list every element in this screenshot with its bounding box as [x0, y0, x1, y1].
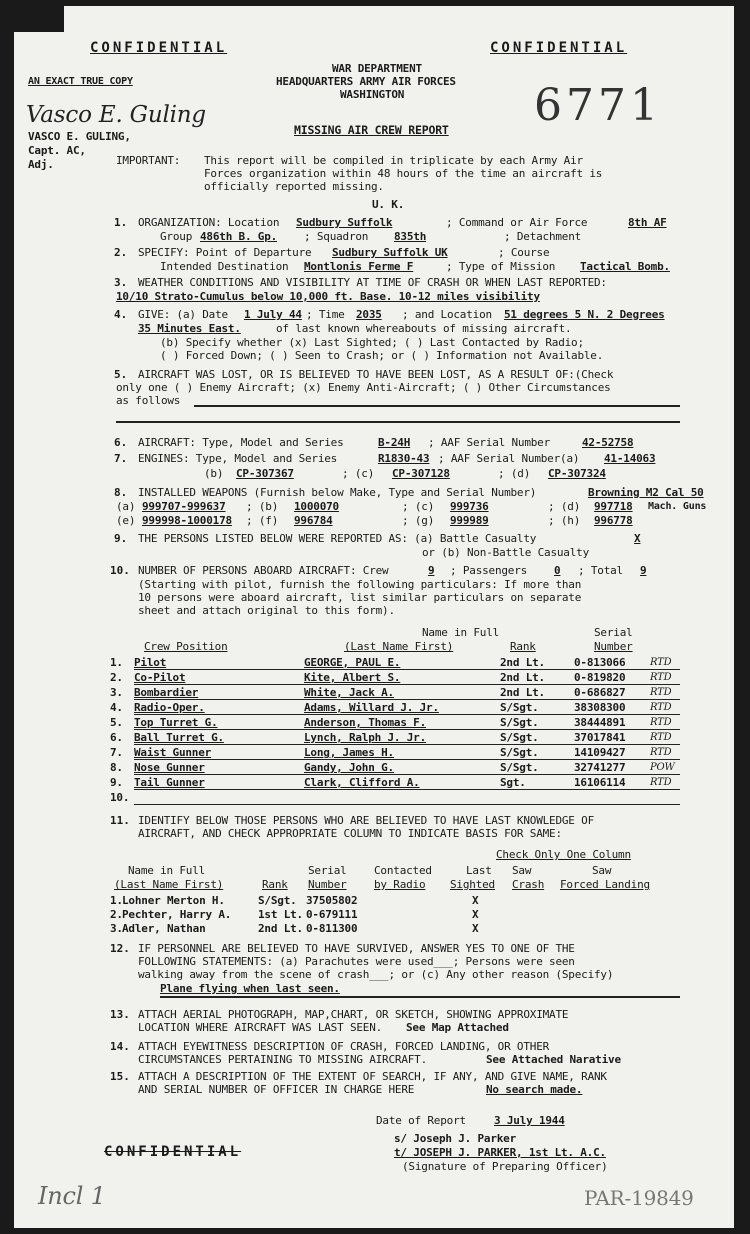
signer-name: VASCO E. GULING,	[28, 130, 131, 143]
engines-serial-label: ; AAF Serial Number(a)	[438, 452, 580, 465]
circumstances-rule	[194, 405, 680, 407]
persons-line-2: (Starting with pilot, furnish the following particulars: If more than	[138, 578, 582, 591]
course-label: ; Course	[498, 246, 550, 259]
weapon-c-label: ; (c)	[402, 500, 435, 513]
weapon-serial-e: 999998-1000178	[142, 514, 232, 527]
weapon-serial-a: 999707-999637	[142, 500, 226, 513]
weapon-serial-g: 999989	[450, 514, 489, 527]
weapon-h-label: ; (h)	[548, 514, 581, 527]
crew-name: White, Jack A.	[304, 686, 394, 699]
item-15-number: 15.	[110, 1070, 130, 1083]
command-value: 8th AF	[628, 216, 667, 229]
crew-header-position: Crew Position	[144, 640, 228, 653]
item-8-number: 8.	[114, 486, 128, 499]
crew-row-rule	[134, 669, 680, 670]
mission-value: Tactical Bomb.	[580, 260, 670, 273]
crew-status-note: RTD	[650, 777, 672, 788]
crew-serial: 0-686827	[574, 686, 626, 699]
lk-header-lastfirst: (Last Name First)	[114, 878, 224, 891]
weapon-b-label: ; (b)	[246, 500, 279, 513]
location-label: ; and Location	[402, 308, 492, 321]
crew-serial: 14109427	[574, 746, 626, 759]
par-number: PAR-19849	[584, 1186, 694, 1210]
lk-header-contacted: Contacted	[374, 864, 432, 877]
crew-position: Pilot	[134, 656, 167, 669]
passengers-label: ; Passengers	[450, 564, 528, 577]
lk-serial: 37505802	[306, 894, 358, 907]
aircraft-label: AIRCRAFT: Type, Model and Series	[138, 436, 344, 449]
engine-serial-c: CP-307128	[392, 467, 450, 480]
departure-value: Sudbury Suffolk UK	[332, 246, 448, 259]
battle-casualty-mark: X	[634, 532, 641, 545]
classification-left: CONFIDENTIAL	[90, 40, 228, 56]
lk-header-last: Last	[466, 864, 492, 877]
incl-note: Incl 1	[38, 1182, 106, 1210]
lk-header-number: Number	[308, 878, 347, 891]
crew-position: Radio-Oper.	[134, 701, 205, 714]
exact-copy-stamp: AN EXACT TRUE COPY	[28, 76, 133, 87]
survived-rule	[160, 996, 680, 998]
crew-rank: 2nd Lt.	[500, 671, 545, 684]
crew-status-note: RTD	[650, 732, 672, 743]
crew-position: Tail Gunner	[134, 776, 205, 789]
survived-line-3: walking away from the scene of crash___; or (c) Any other reason (Specify)	[138, 968, 614, 981]
eyewitness-value: See Attached Narative	[486, 1053, 621, 1066]
search-line-1: ATTACH A DESCRIPTION OF THE EXTENT OF SEARCH, IF ANY, AND GIVE NAME, RANK	[138, 1070, 607, 1083]
crew-row-rule	[134, 759, 680, 760]
photo-line-1: ATTACH AERIAL PHOTOGRAPH, MAP,CHART, OR SKETCH, SHOWING APPROXIMATE	[138, 1008, 569, 1021]
lost-cause-line-1: AIRCRAFT WAS LOST, OR IS BELIEVED TO HAVE BEEN LOST, AS A RESULT OF:(Check	[138, 368, 614, 381]
item-13-number: 13.	[110, 1008, 130, 1021]
weapon-e-label: (e)	[116, 514, 136, 527]
crew-row-rule	[134, 744, 680, 745]
circumstances-rule-2	[116, 421, 680, 423]
lk-header-saw-forced: Saw	[592, 864, 612, 877]
weapons-tail: Mach. Guns	[648, 501, 707, 512]
group-label: Group	[160, 230, 193, 243]
lk-header-name: Name in Full	[128, 864, 206, 877]
crew-serial: 38444891	[574, 716, 626, 729]
lk-last-sighted-mark: X	[472, 908, 479, 921]
crew-status-note: RTD	[650, 687, 672, 698]
lk-name: Lohner Merton H.	[122, 894, 225, 907]
crew-row-rule	[134, 684, 680, 685]
lk-row-number: 2.	[110, 908, 123, 921]
item-11-number: 11.	[110, 814, 130, 827]
weather-label: WEATHER CONDITIONS AND VISIBILITY AT TIME OF CRASH OR WHEN LAST REPORTED:	[138, 276, 607, 289]
important-line-2: Forces organization within 48 hours of the time an aircraft is	[204, 167, 603, 180]
weapon-f-label: ; (f)	[246, 514, 279, 527]
lk-rank: S/Sgt.	[258, 894, 297, 907]
search-value: No search made.	[486, 1083, 583, 1096]
sighted-line: (b) Specify whether (x) Last Sighted; ( ) Last Contacted by Radio;	[160, 336, 584, 349]
org-location-label: ORGANIZATION: Location	[138, 216, 280, 229]
scan-dark-corner	[14, 6, 64, 32]
engine-serial-b: CP-307367	[236, 467, 294, 480]
crew-status-note: RTD	[650, 672, 672, 683]
photo-line-2: LOCATION WHERE AIRCRAFT WAS LAST SEEN.	[138, 1021, 383, 1034]
engine-b-label: (b)	[204, 467, 224, 480]
engines-label: ENGINES: Type, Model and Series	[138, 452, 338, 465]
crew-rank: Sgt.	[500, 776, 526, 789]
crew-status-note: RTD	[650, 717, 672, 728]
departure-label: SPECIFY: Point of Departure	[138, 246, 312, 259]
squadron-label: ; Squadron	[304, 230, 369, 243]
detachment-label: ; Detachment	[504, 230, 582, 243]
crew-name: Adams, Willard J. Jr.	[304, 701, 439, 714]
item-3-number: 3.	[114, 276, 128, 289]
lost-cause-line-3: as follows	[116, 394, 181, 407]
nonbattle-label: or (b) Non-Battle Casualty	[422, 546, 589, 559]
crew-name: Gandy, John G.	[304, 761, 394, 774]
item-4-number: 4.	[114, 308, 128, 321]
crew-rank: S/Sgt.	[500, 716, 539, 729]
check-only-one: Check Only One Column	[496, 848, 631, 861]
item-14-number: 14.	[110, 1040, 130, 1053]
important-line-1: This report will be compiled in triplicate by each Army Air	[204, 154, 583, 167]
persons-aboard-label: NUMBER OF PERSONS ABOARD AIRCRAFT: Crew	[138, 564, 389, 577]
squadron-value: 835th	[394, 230, 427, 243]
crew-serial: 0-819820	[574, 671, 626, 684]
command-label: ; Command or Air Force	[446, 216, 588, 229]
item-12-number: 12.	[110, 942, 130, 955]
report-sheet	[14, 6, 734, 1228]
engines-type: R1830-43	[378, 452, 430, 465]
weapon-serial-d: 997718	[594, 500, 633, 513]
lk-row-number: 1.	[110, 894, 123, 907]
lk-row-number: 3.	[110, 922, 123, 935]
destination-label: Intended Destination	[160, 260, 289, 273]
casualty-label: THE PERSONS LISTED BELOW WERE REPORTED AS: (a) Battle Casualty	[138, 532, 537, 545]
item-2-number: 2.	[114, 246, 128, 259]
last-knowledge-line-1: IDENTIFY BELOW THOSE PERSONS WHO ARE BELIEVED TO HAVE LAST KNOWLEDGE OF	[138, 814, 595, 827]
weapon-serial-h: 996778	[594, 514, 633, 527]
date-value: 1 July 44	[244, 308, 302, 321]
location-value-2: 35 Minutes East.	[138, 322, 241, 335]
crew-row-rule	[134, 714, 680, 715]
crew-status-note: POW	[650, 762, 675, 773]
crew-name: Long, James H.	[304, 746, 394, 759]
weapon-serial-f: 996784	[294, 514, 333, 527]
crew-name: Lynch, Ralph J. Jr.	[304, 731, 427, 744]
weather-value: 10/10 Strato-Cumulus below 10,000 ft. Base. 10-12 miles visibility	[116, 290, 540, 303]
lk-serial: 0-811300	[306, 922, 358, 935]
item-7-number: 7.	[114, 452, 128, 465]
crew-name: Anderson, Thomas F.	[304, 716, 427, 729]
location-value-1: 51 degrees 5 N. 2 Degrees	[504, 308, 665, 321]
crew-position: Ball Turret G.	[134, 731, 224, 744]
lk-last-sighted-mark: X	[472, 894, 479, 907]
lk-rank: 1st Lt.	[258, 908, 303, 921]
survived-value: Plane flying when last seen.	[160, 982, 340, 995]
crew-row-number: 1.	[110, 656, 123, 669]
crew-status-note: RTD	[650, 747, 672, 758]
eyewitness-line-1: ATTACH EYEWITNESS DESCRIPTION OF CRASH, FORCED LANDING, OR OTHER	[138, 1040, 550, 1053]
passenger-count: 0	[554, 564, 561, 577]
crew-position: Top Turret G.	[134, 716, 218, 729]
lk-header-serial: Serial	[308, 864, 347, 877]
crew-serial: 16106114	[574, 776, 626, 789]
item-6-number: 6.	[114, 436, 128, 449]
uk-label: U. K.	[372, 198, 405, 211]
date-of-report-value: 3 July 1944	[494, 1114, 565, 1127]
group-value: 486th B. Gp.	[200, 230, 278, 243]
crew-count: 9	[428, 564, 435, 577]
aircraft-type: B-24H	[378, 436, 411, 449]
signature-caption: (Signature of Preparing Officer)	[402, 1160, 608, 1173]
crew-row-number: 6.	[110, 731, 123, 744]
crew-row-number: 9.	[110, 776, 123, 789]
forced-down-line: ( ) Forced Down; ( ) Seen to Crash; or ( ) Information not Available.	[160, 349, 604, 362]
document-number: 6771	[534, 80, 662, 131]
survived-line-1: IF PERSONNEL ARE BELIEVED TO HAVE SURVIVED, ANSWER YES TO ONE OF THE	[138, 942, 575, 955]
crew-row-number: 5.	[110, 716, 123, 729]
weapon-g-label: ; (g)	[402, 514, 435, 527]
crew-serial: 0-813066	[574, 656, 626, 669]
crew-header-rank: Rank	[510, 640, 536, 653]
crew-serial: 38308300	[574, 701, 626, 714]
aircraft-serial-label: ; AAF Serial Number	[428, 436, 551, 449]
aircraft-serial: 42-52758	[582, 436, 634, 449]
crew-position: Co-Pilot	[134, 671, 186, 684]
item-9-number: 9.	[114, 532, 128, 545]
item-1-number: 1.	[114, 216, 128, 229]
weapon-serial-b: 1000070	[294, 500, 339, 513]
crew-rank: 2nd Lt.	[500, 686, 545, 699]
classification-right: CONFIDENTIAL	[490, 40, 628, 56]
crew-name: GEORGE, PAUL E.	[304, 656, 401, 669]
crew-row-rule	[134, 729, 680, 730]
crew-status-note: RTD	[650, 657, 672, 668]
persons-line-3: 10 persons were aboard aircraft, list similar particulars on separate	[138, 591, 582, 604]
lk-header-forced-landing: Forced Landing	[560, 878, 650, 891]
engine-c-label: ; (c)	[342, 467, 375, 480]
crew-row-rule	[134, 789, 680, 790]
weapon-d-label: ; (d)	[548, 500, 581, 513]
signer-title: Adj.	[28, 158, 54, 171]
date-label: GIVE: (a) Date	[138, 308, 228, 321]
typed-name: t/ JOSEPH J. PARKER, 1st Lt. A.C.	[394, 1146, 606, 1159]
dept-title: WAR DEPARTMENT	[332, 62, 422, 75]
crew-row-rule	[134, 699, 680, 700]
total-label: ; Total	[578, 564, 623, 577]
mission-label: ; Type of Mission	[446, 260, 556, 273]
org-location-value: Sudbury Suffolk	[296, 216, 393, 229]
photo-value: See Map Attached	[406, 1021, 509, 1034]
survived-line-2: FOLLOWING STATEMENTS: (a) Parachutes were used___; Persons were seen	[138, 955, 575, 968]
crew-row-number: 7.	[110, 746, 123, 759]
weapon-serial-c: 999736	[450, 500, 489, 513]
city-title: WASHINGTON	[340, 88, 405, 101]
time-label: ; Time	[306, 308, 345, 321]
crew-position: Waist Gunner	[134, 746, 212, 759]
lk-header-crash: Crash	[512, 878, 545, 891]
crew-name: Kite, Albert S.	[304, 671, 401, 684]
hq-title: HEADQUARTERS ARMY AIR FORCES	[276, 75, 456, 88]
lk-header-rank: Rank	[262, 878, 288, 891]
search-line-2: AND SERIAL NUMBER OF OFFICER IN CHARGE HERE	[138, 1083, 415, 1096]
weapons-make: Browning M2 Cal 50	[588, 486, 704, 499]
time-value: 2035	[356, 308, 382, 321]
crew-name: Clark, Clifford A.	[304, 776, 420, 789]
date-of-report-label: Date of Report	[376, 1114, 466, 1127]
last-knowledge-line-2: AIRCRAFT, AND CHECK APPROPRIATE COLUMN TO INDICATE BASIS FOR SAME:	[138, 827, 562, 840]
crew-serial: 37017841	[574, 731, 626, 744]
crew-status-note: RTD	[650, 702, 672, 713]
weapon-a-label: (a)	[116, 500, 136, 513]
total-count: 9	[640, 564, 647, 577]
item-5-number: 5.	[114, 368, 128, 381]
important-label: IMPORTANT:	[116, 154, 181, 167]
crew-row-number: 10.	[110, 791, 130, 804]
signer-rank: Capt. AC,	[28, 144, 86, 157]
lk-serial: 0-679111	[306, 908, 358, 921]
crew-position: Nose Gunner	[134, 761, 205, 774]
crew-rank: S/Sgt.	[500, 761, 539, 774]
signed-by: s/ Joseph J. Parker	[394, 1132, 517, 1145]
weapons-label: INSTALLED WEAPONS (Furnish below Make, Type and Serial Number)	[138, 486, 537, 499]
location-tail: of last known whereabouts of missing aircraft.	[276, 322, 572, 335]
handwritten-signature: Vasco E. Guling	[26, 102, 206, 128]
lost-cause-line-2: only one ( ) Enemy Aircraft; (x) Enemy Anti-Aircraft; ( ) Other Circumstances	[116, 381, 611, 394]
lk-header-saw-crash: Saw	[512, 864, 532, 877]
crew-rank: S/Sgt.	[500, 746, 539, 759]
item-10-number: 10.	[110, 564, 130, 577]
crew-header-number: Number	[594, 640, 633, 653]
bottom-classification: CONFIDENTIAL	[104, 1144, 242, 1160]
lk-name: Pechter, Harry A.	[122, 908, 232, 921]
crew-position: Bombardier	[134, 686, 199, 699]
crew-serial: 32741277	[574, 761, 626, 774]
important-line-3: officially reported missing.	[204, 180, 384, 193]
destination-value: Montlonis Ferme F	[304, 260, 414, 273]
lk-rank: 2nd Lt.	[258, 922, 303, 935]
lk-name: Adler, Nathan	[122, 922, 206, 935]
lk-last-sighted-mark: X	[472, 922, 479, 935]
crew-row-number: 8.	[110, 761, 123, 774]
crew-rank: 2nd Lt.	[500, 656, 545, 669]
crew-header-serial: Serial	[594, 626, 633, 639]
persons-line-4: sheet and attach original to this form).	[138, 604, 395, 617]
lk-header-sighted: Sighted	[450, 878, 495, 891]
lk-header-radio: by Radio	[374, 878, 426, 891]
crew-row-number: 2.	[110, 671, 123, 684]
crew-row-rule	[134, 804, 680, 805]
engine-d-label: ; (d)	[498, 467, 531, 480]
report-title: MISSING AIR CREW REPORT	[294, 123, 449, 137]
crew-row-rule	[134, 774, 680, 775]
engine-serial-d: CP-307324	[548, 467, 606, 480]
crew-rank: S/Sgt.	[500, 701, 539, 714]
crew-row-number: 4.	[110, 701, 123, 714]
crew-header-lastfirst: (Last Name First)	[344, 640, 454, 653]
crew-row-number: 3.	[110, 686, 123, 699]
crew-header-name: Name in Full	[422, 626, 500, 639]
eyewitness-line-2: CIRCUMSTANCES PERTAINING TO MISSING AIRCRAFT.	[138, 1053, 428, 1066]
crew-rank: S/Sgt.	[500, 731, 539, 744]
engine-serial-a: 41-14063	[604, 452, 656, 465]
